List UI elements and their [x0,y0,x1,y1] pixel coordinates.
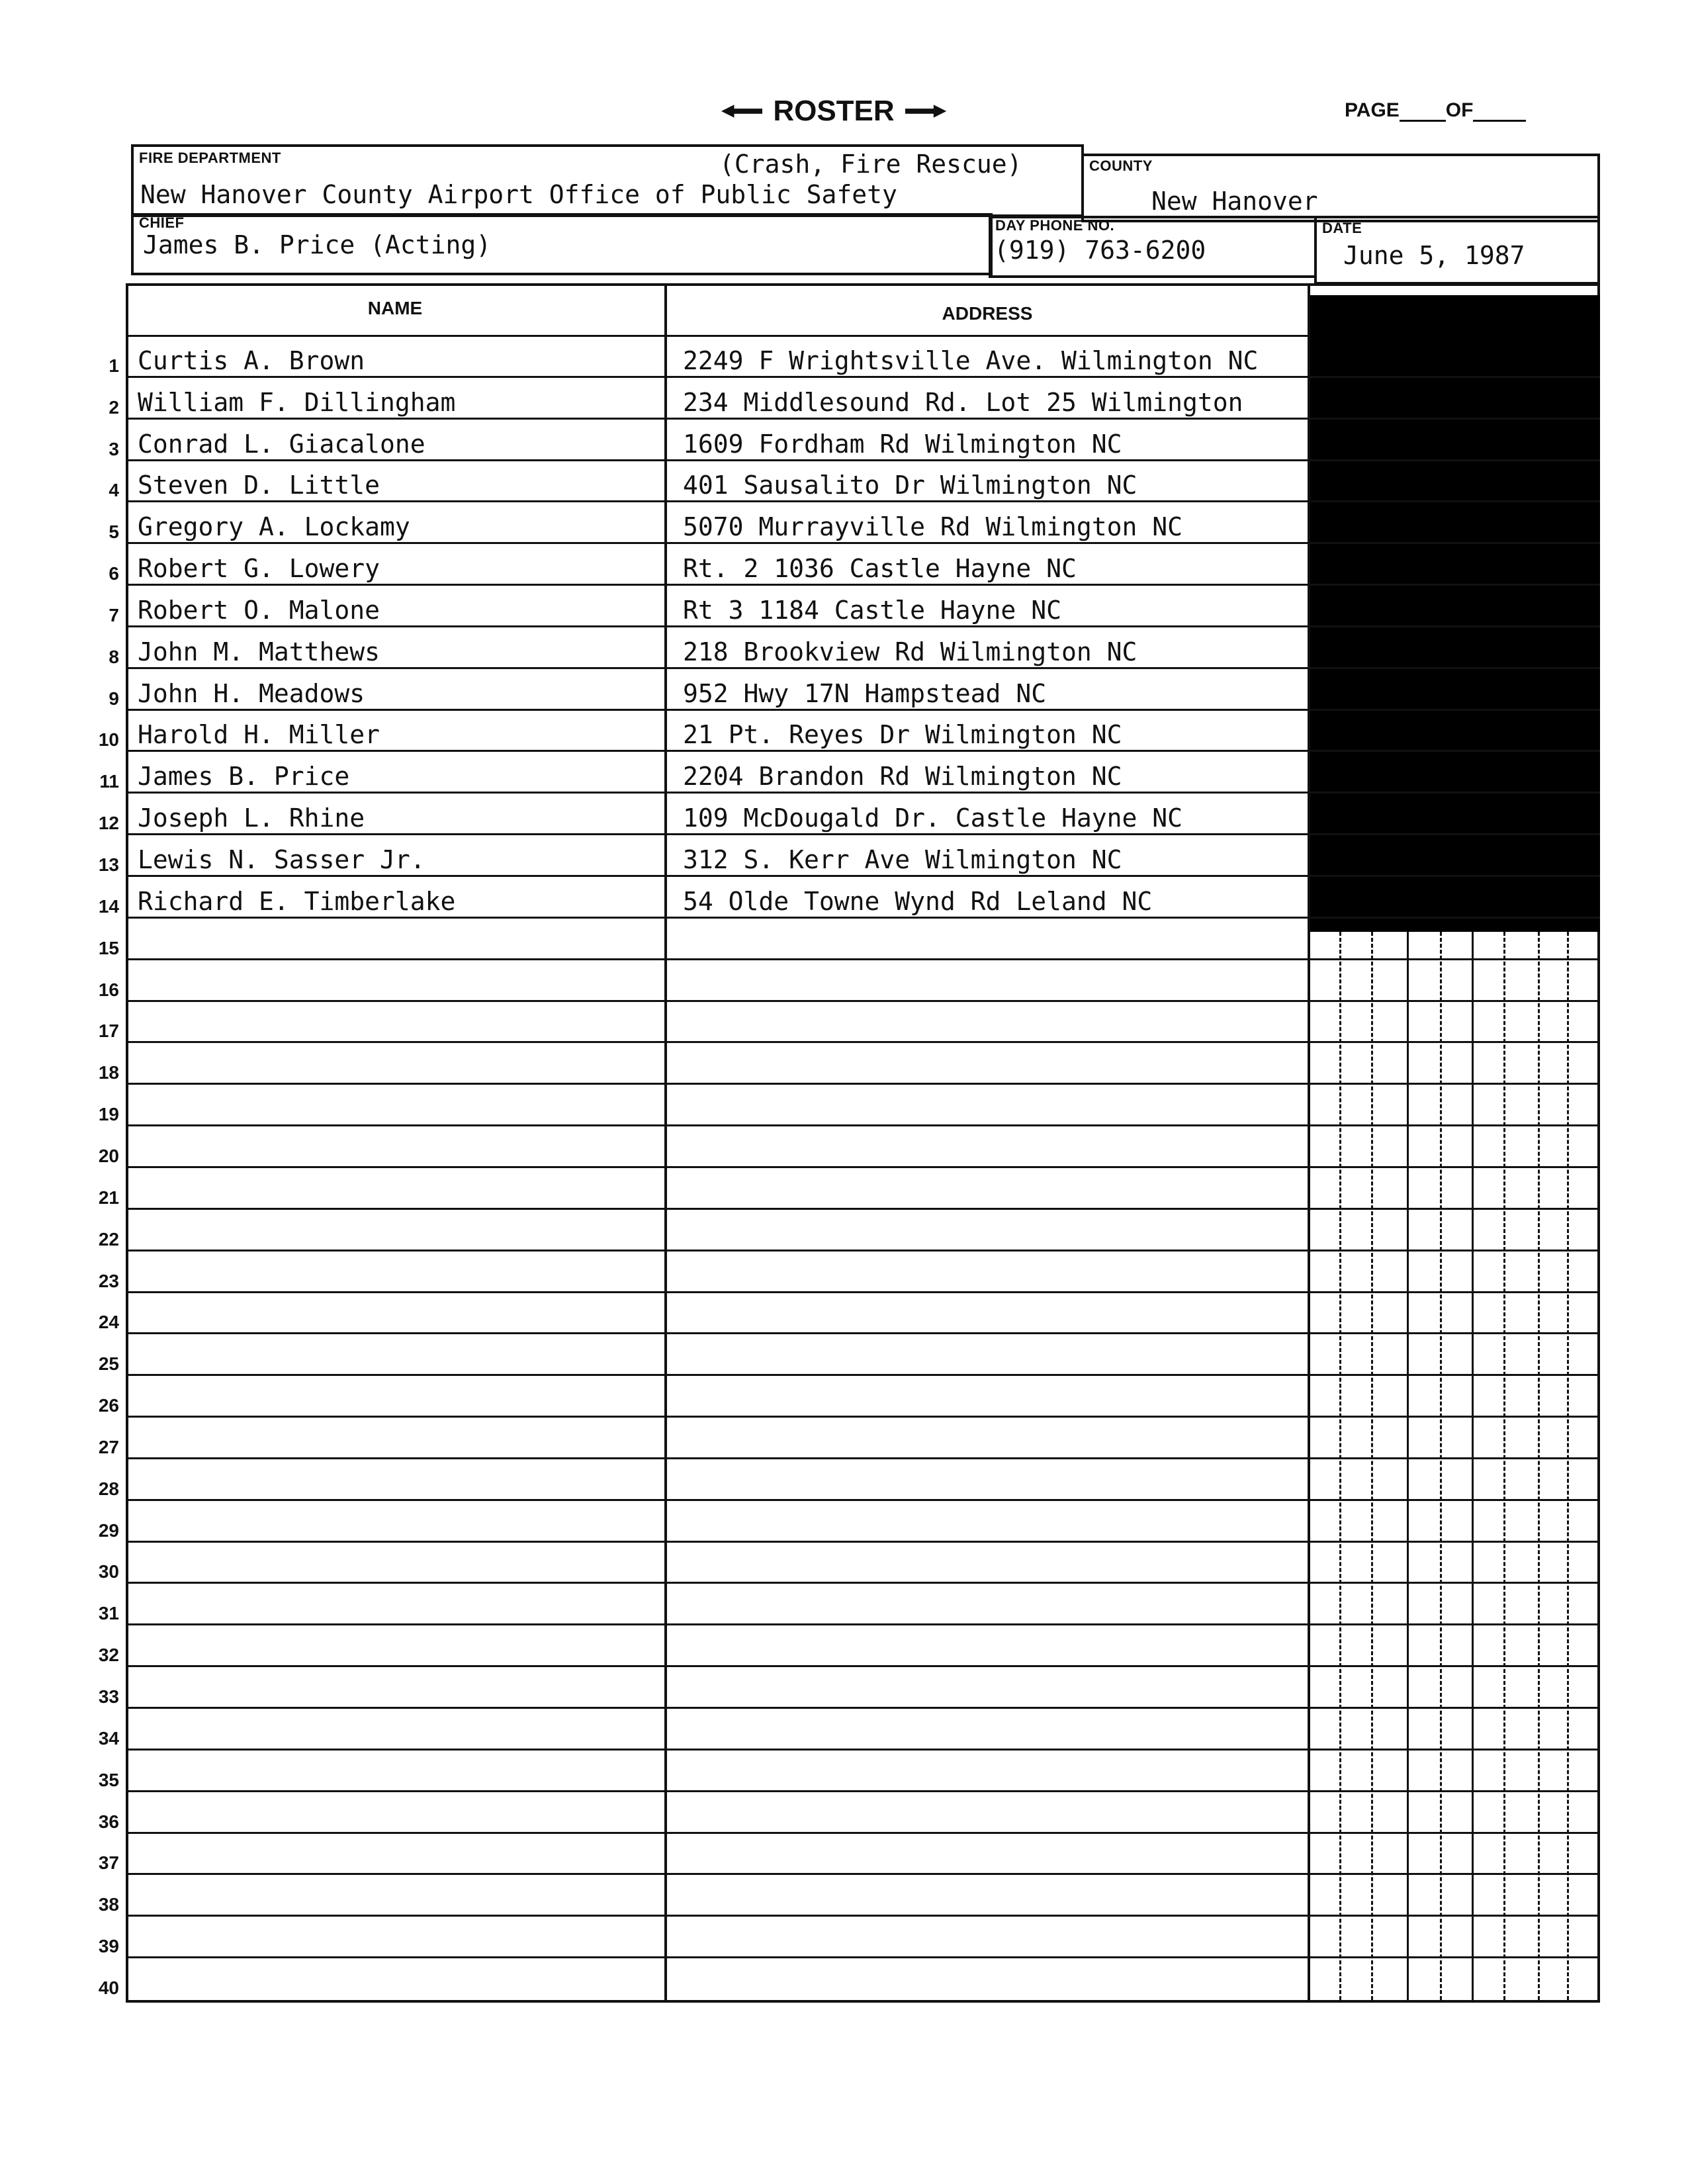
table-row [98,1293,1600,1335]
row-number: 32 [98,1645,119,1666]
row-number: 14 [98,895,119,917]
row-number: 8 [109,646,119,667]
row-number: 35 [98,1769,119,1790]
table-row [98,1043,1600,1085]
row-number: 9 [109,688,119,709]
chief-value: James B. Price (Acting) [143,230,492,259]
address-cell[interactable]: 952 Hwy 17N Hampstead NC [683,678,1047,708]
roster-title: ROSTER [773,95,895,127]
table-bottom-border [126,2000,1600,2003]
table-row [98,1168,1600,1210]
column-header-name: NAME [367,298,423,318]
row-number: 17 [98,1021,119,1042]
form-title [721,91,946,131]
table-row [109,336,1600,378]
date-value: June 5, 1987 [1343,241,1525,270]
chief-label: CHIEF [139,214,185,231]
extra-column-dashed-line [1538,932,1542,2000]
extra-column-dashed-line [1339,932,1343,2000]
address-cell[interactable]: 5070 Murrayville Rd Wilmington NC [683,512,1182,542]
fire-department-label: FIRE DEPARTMENT [139,150,281,166]
row-number: 24 [98,1312,119,1333]
county-value: New Hanover [1151,187,1318,216]
address-cell[interactable]: 234 Middlesound Rd. Lot 25 Wilmington [683,387,1243,417]
table-row [109,461,1600,503]
of-blank[interactable] [1473,103,1526,122]
name-cell[interactable]: James B. Price [138,762,350,792]
table-row [98,1334,1600,1376]
page-label: PAGE [1345,99,1400,121]
table-row [98,794,1600,835]
name-cell[interactable]: Gregory A. Lockamy [138,512,410,542]
phone-value: (919) 763-6200 [994,236,1206,265]
county-box [1081,154,1600,222]
row-number: 38 [98,1894,119,1915]
table-row [98,1958,1600,2000]
name-cell[interactable]: Robert G. Lowery [138,554,380,584]
name-cell[interactable]: John M. Matthews [138,637,380,666]
extra-column-dashed-line [1567,932,1571,2000]
row-number: 25 [98,1353,119,1375]
table-row [98,1917,1600,1958]
table-row [98,960,1600,1002]
name-cell[interactable]: Conrad L. Giacalone [138,429,425,459]
table-row [98,1751,1600,1792]
row-number: 33 [98,1686,119,1707]
table-row [98,1126,1600,1168]
date-box [1314,216,1600,285]
roster-table [98,283,1600,2004]
table-row [98,1709,1600,1751]
right-arrow-icon [905,105,946,118]
extra-column-divider [1472,932,1474,2000]
table-row [98,1584,1600,1626]
table-row [109,420,1600,461]
row-number: 31 [98,1603,119,1624]
row-number: 1 [109,355,119,376]
date-label: DATE [1322,220,1362,236]
name-cell[interactable]: John H. Meadows [138,678,365,708]
row-number: 19 [98,1104,119,1125]
address-cell[interactable]: Rt. 2 1036 Castle Hayne NC [683,554,1077,584]
table-row [98,1625,1600,1667]
row-number: 39 [98,1936,119,1957]
row-number: 29 [98,1520,119,1541]
name-cell[interactable]: Harold H. Miller [138,720,380,750]
table-top-border [126,283,1600,286]
address-cell[interactable]: 21 Pt. Reyes Dr Wilmington NC [683,720,1122,750]
address-cell[interactable]: 2249 F Wrightsville Ave. Wilmington NC [683,345,1259,375]
address-cell[interactable]: 1609 Fordham Rd Wilmington NC [683,429,1122,459]
row-number: 40 [98,1977,119,1998]
address-cell[interactable]: 2204 Brandon Rd Wilmington NC [683,762,1122,792]
row-number: 16 [98,979,119,1000]
address-cell[interactable]: 312 S. Kerr Ave Wilmington NC [683,845,1122,875]
extra-column-dashed-line [1371,932,1375,2000]
extra-column-divider [1407,932,1409,2000]
row-number: 28 [98,1478,119,1499]
row-number: 23 [98,1270,119,1291]
row-number: 34 [98,1727,119,1749]
name-cell[interactable]: Joseph L. Rhine [138,803,365,833]
row-number: 37 [98,1852,119,1874]
table-row [98,1501,1600,1543]
row-number: 22 [98,1228,119,1250]
table-row [109,669,1600,711]
row-number: 3 [109,438,119,459]
table-row [98,877,1600,919]
row-number: 13 [98,854,119,876]
table-row [99,752,1600,794]
table-row [109,502,1600,544]
row-number: 6 [109,563,119,584]
fire-department-note: (Crash, Fire Rescue) [719,150,1022,179]
table-row [109,544,1600,586]
row-number: 30 [98,1561,119,1582]
row-number: 20 [98,1145,119,1166]
county-label: COUNTY [1089,158,1153,174]
row-number: 27 [98,1436,119,1457]
name-cell[interactable]: Robert O. Malone [138,595,380,625]
table-row [98,1002,1600,1044]
row-number: 36 [98,1811,119,1832]
row-number: 11 [99,771,119,792]
extra-column-dashed-line [1503,932,1507,2000]
name-cell[interactable]: Steven D. Little [138,471,380,500]
fire-department-box [131,144,1084,217]
page-of-field [1345,99,1526,122]
phone-label: DAY PHONE NO. [995,217,1115,234]
table-row [98,1459,1600,1501]
page-blank[interactable] [1400,103,1446,122]
name-cell[interactable]: Curtis A. Brown [138,345,365,375]
fire-department-value: New Hanover County Airport Office of Public Safety [140,180,897,209]
name-cell[interactable]: Lewis N. Sasser Jr. [138,845,425,875]
phone-box [989,216,1317,278]
table-row [109,627,1600,669]
table-row [109,378,1600,420]
row-number: 5 [109,522,119,543]
address-cell[interactable]: 401 Sausalito Dr Wilmington NC [683,471,1137,500]
row-number: 26 [98,1395,119,1416]
table-row [98,1834,1600,1876]
table-row [98,1418,1600,1459]
name-cell[interactable]: Richard E. Timberlake [138,886,456,916]
row-number: 15 [98,937,119,958]
table-row [98,1376,1600,1418]
table-row [98,1875,1600,1917]
left-arrow-icon [721,105,762,118]
table-row [98,1667,1600,1709]
extra-column-dashed-line [1440,932,1444,2000]
table-row [98,1210,1600,1251]
row-number: 7 [109,604,119,625]
table-row [98,835,1600,877]
table-row [98,711,1600,752]
table-row [98,1251,1600,1293]
table-row [98,919,1600,960]
row-number: 10 [98,729,119,751]
table-row [98,1543,1600,1584]
name-cell[interactable]: William F. Dillingham [138,387,456,417]
chief-box [131,213,993,275]
address-cell[interactable]: 109 McDougald Dr. Castle Hayne NC [683,803,1182,833]
row-number: 18 [98,1062,119,1083]
of-label: OF [1445,99,1474,121]
column-header-address: ADDRESS [942,303,1033,324]
table-row [109,586,1600,627]
row-number: 21 [98,1187,119,1208]
table-row [98,1792,1600,1834]
row-number: 12 [98,813,119,834]
row-number: 2 [109,396,119,418]
table-row [98,1085,1600,1126]
address-cell[interactable]: 218 Brookview Rd Wilmington NC [683,637,1137,666]
address-cell[interactable]: Rt 3 1184 Castle Hayne NC [683,595,1061,625]
address-cell[interactable]: 54 Olde Towne Wynd Rd Leland NC [683,886,1153,916]
row-number: 4 [109,480,119,501]
